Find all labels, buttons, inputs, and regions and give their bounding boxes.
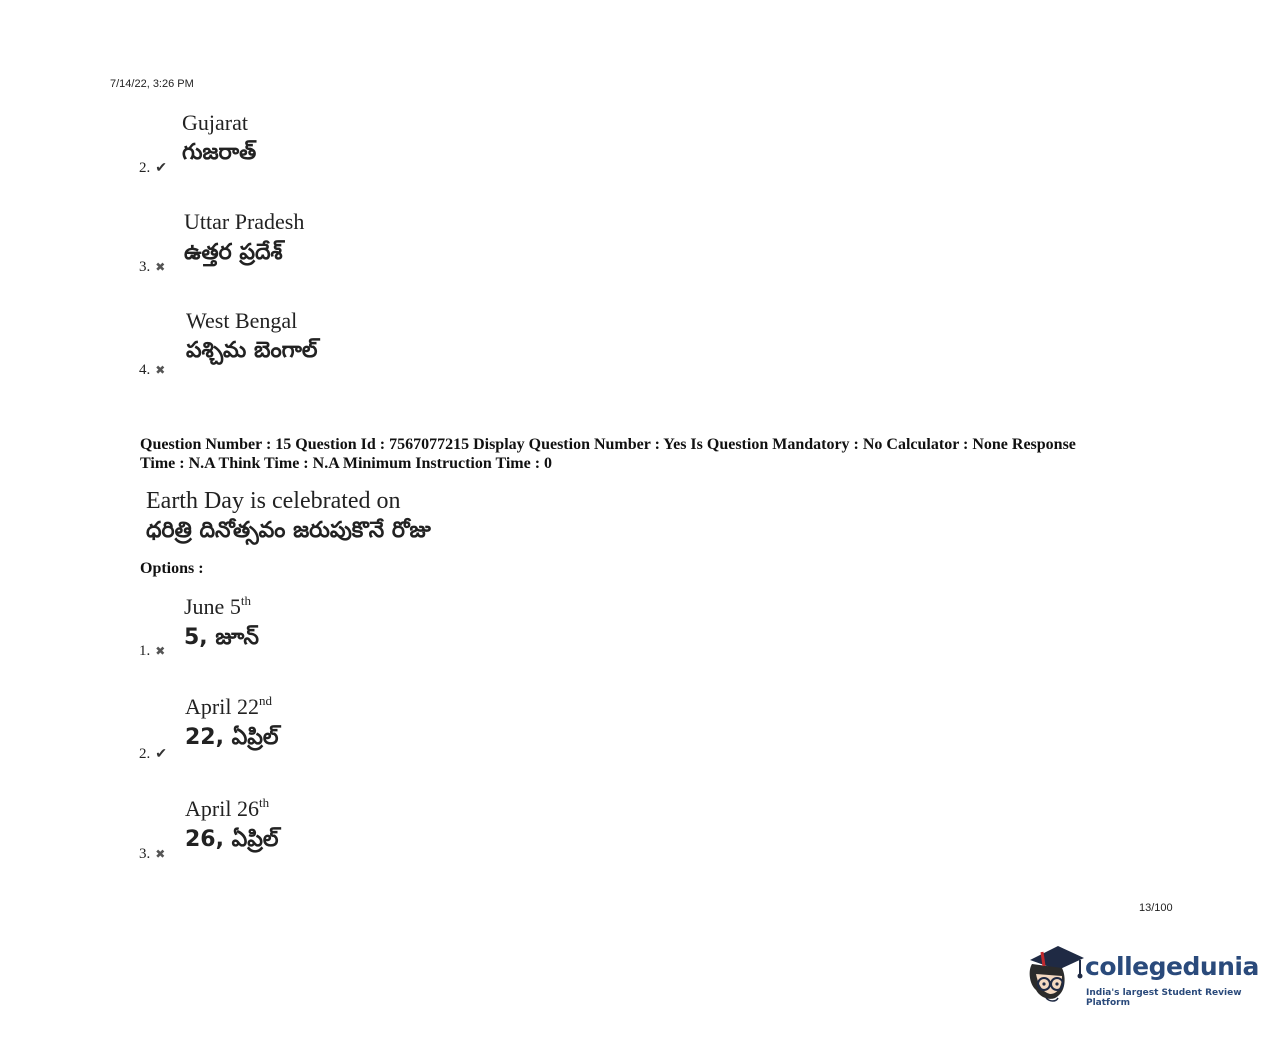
question-meta (140, 435, 1170, 473)
option-telugu: పశ్చిమ బెంగాల్ (186, 338, 318, 363)
question-text-telugu: ధరిత్రి దినోత్సవం జరుపుకొనే రోజు (146, 518, 431, 543)
option-number: 4. ✖ (139, 362, 166, 378)
option-telugu: 26, ఏప్రిల్ (185, 827, 279, 852)
cross-icon: ✖ (155, 847, 166, 861)
option-telugu: 5, జూన్ (184, 625, 259, 650)
logo-wordmark: collegedunia (1085, 952, 1259, 981)
mascot-logo-icon (1024, 940, 1086, 1010)
option-telugu: ఉత్తర ప్రదేశ్ (184, 240, 283, 265)
option-english: April 26th (185, 795, 270, 821)
check-icon: ✔ (155, 747, 167, 762)
option-telugu: గుజరాత్ (182, 140, 257, 165)
option-english: West Bengal (186, 308, 298, 333)
option-english: Uttar Pradesh (184, 209, 305, 234)
page-number: 13/100 (1139, 902, 1173, 914)
option-number: 2. ✔ (139, 746, 167, 762)
print-timestamp: 7/14/22, 3:26 PM (110, 78, 194, 90)
option-number: 3. ✖ (139, 846, 166, 862)
question-meta-line2: Time : N.A Think Time : N.A Minimum Instruction Time : 0 (140, 455, 553, 472)
option-english: Gujarat (182, 110, 248, 135)
option-number: 2. ✔ (139, 160, 167, 176)
logo-tagline: India's largest Student Review Platform (1086, 988, 1242, 1008)
cross-icon: ✖ (155, 644, 166, 658)
cross-icon: ✖ (155, 363, 166, 377)
option-english: June 5th (184, 593, 251, 619)
options-label: Options : (140, 560, 204, 577)
question-meta-line1: Question Number : 15 Question Id : 7567077215 Display Question Number : Yes Is Question Mandatory : No Calculator : None Response (140, 436, 1076, 453)
question-text-english: Earth Day is celebrated on (146, 488, 401, 514)
option-telugu: 22, ఏప్రిల్ (185, 725, 279, 750)
check-icon: ✔ (155, 161, 167, 176)
option-number: 3. ✖ (139, 259, 166, 275)
option-english: April 22nd (185, 693, 272, 719)
cross-icon: ✖ (155, 260, 166, 274)
option-number: 1. ✖ (139, 643, 166, 659)
